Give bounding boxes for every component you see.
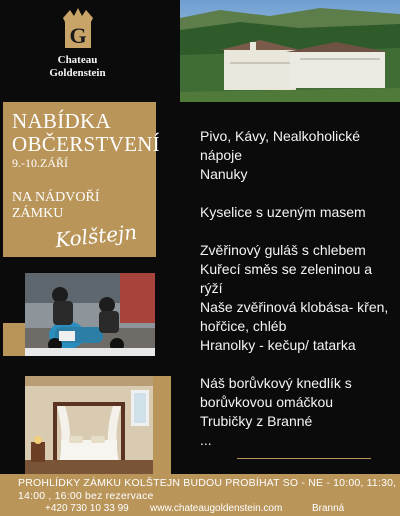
sidecar-race-photo bbox=[25, 273, 155, 356]
menu-item: borůvkovou omáčkou bbox=[200, 394, 334, 410]
menu-spacer bbox=[200, 222, 395, 241]
menu-item: hořčice, chléb bbox=[200, 318, 287, 334]
offer-title bbox=[12, 110, 160, 156]
menu-item: Kuřecí směs se zeleninou a bbox=[200, 261, 372, 277]
menu-item: Nanuky bbox=[200, 166, 248, 182]
logo-line1: Chateau bbox=[57, 54, 98, 66]
tour-info-banner bbox=[0, 474, 400, 516]
menu-item: Naše zvěřinová klobása- křen, bbox=[200, 299, 389, 315]
menu-item: nápoje bbox=[200, 147, 243, 163]
offer-title-line1: NABÍDKA bbox=[12, 109, 111, 133]
offer-place-line1: NA NÁDVOŘÍ bbox=[12, 190, 100, 205]
chateau-photo bbox=[180, 0, 400, 102]
offer-place-line2: ZÁMKU bbox=[12, 206, 64, 221]
menu-item: rýží bbox=[200, 280, 223, 296]
photo-caption-strip bbox=[25, 348, 155, 356]
offer-date: 9.-10.ZÁŘÍ bbox=[12, 156, 68, 170]
menu-item: ... bbox=[200, 432, 212, 448]
canopy-bedroom-photo bbox=[25, 376, 153, 474]
menu-list bbox=[200, 127, 395, 450]
tour-schedule-text: PROHLÍDKY ZÁMKU KOLŠTEJN BUDOU PROBÍHAT SO - NE - 10:00, 11:30, 14:00 , 16:00 bez rezervace bbox=[18, 477, 397, 502]
town-name: Branná bbox=[312, 503, 345, 514]
offer-panel bbox=[3, 102, 160, 257]
logo-monogram: G bbox=[68, 23, 87, 48]
menu-item: Kyselice s uzeným masem bbox=[200, 204, 366, 220]
menu-spacer bbox=[200, 184, 395, 203]
offer-place bbox=[12, 190, 100, 222]
offer-town-script: Kolštejn bbox=[53, 219, 139, 253]
crown-monogram-icon bbox=[61, 6, 95, 50]
website-link[interactable]: www.chateaugoldenstein.com bbox=[150, 503, 283, 514]
phone-number: +420 730 10 33 99 bbox=[45, 503, 129, 514]
menu-spacer bbox=[200, 355, 395, 374]
gold-accent-strip bbox=[153, 376, 171, 474]
menu-item: Hranolky - kečup/ tatarka bbox=[200, 337, 356, 353]
menu-item: Náš borůvkový knedlík s bbox=[200, 375, 352, 391]
menu-item: Zvěřinový guláš s chlebem bbox=[200, 242, 366, 258]
menu-item: Pivo, Kávy, Nealkoholické bbox=[200, 128, 361, 144]
logo-text bbox=[30, 54, 125, 80]
menu-item: Trubičky z Branné bbox=[200, 413, 313, 429]
chateau-logo bbox=[30, 6, 125, 86]
menu-underline bbox=[237, 458, 371, 459]
logo-line2: Goldenstein bbox=[49, 67, 106, 79]
offer-title-line2: OBČERSTVENÍ bbox=[12, 132, 160, 156]
gold-accent-strip bbox=[3, 323, 25, 356]
